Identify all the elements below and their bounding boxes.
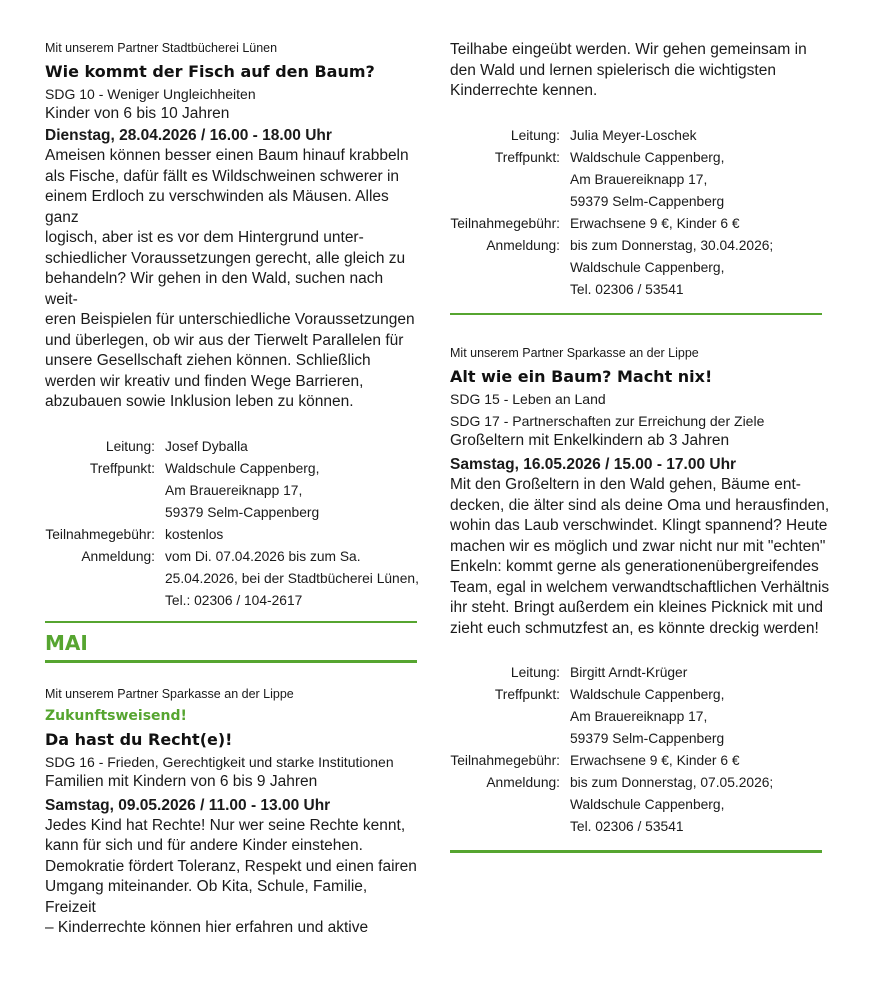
event-date: Samstag, 16.05.2026 / 15.00 - 17.00 Uhr — [450, 456, 737, 473]
info-treffpunkt: Treffpunkt: Waldschule Cappenberg, Am Brauereiknapp 17, 59379 Selm-Cappenberg — [494, 687, 725, 746]
event-title: Wie kommt der Fisch auf den Baum? — [45, 62, 375, 81]
event-sdg: SDG 10 - Weniger Ungleichheiten — [45, 86, 256, 102]
right-column — [450, 40, 830, 853]
event-date: Samstag, 09.05.2026 / 11.00 - 13.00 Uhr — [45, 796, 331, 814]
event-description: Teilhabe eingeübt werden. Wir gehen gemeinsam in den Wald und lernen spielerisch die wichtigsten Kinderrechte kennen. — [450, 41, 807, 99]
event-description: Mit den Großeltern in den Wald gehen, Bäume ent- decken, die älter sind als deine Oma und herausfinden, wohin das Laub verschwindet. Klingt spannend? Heute machen wir es möglich und zwar nicht nur mit "echten" Enkeln: kommt gerne als generationenübergreifendes Team, egal in welchem verwandtschaftlichen Verhältnis ihr steht. Bringt außerdem ein kleines Picknick mit und zieht euch schmutzfest an, es könnte dreckig werden! — [450, 476, 830, 637]
info-leitung: Leitung: Julia Meyer-Loschek — [510, 127, 697, 143]
month-heading: MAI — [45, 631, 88, 655]
event-title: Da hast du Recht(e)! — [45, 729, 233, 749]
event-audience: Großeltern mit Enkelkindern ab 3 Jahren — [450, 432, 730, 449]
event-info — [450, 662, 830, 838]
info-gebuehr: Teilnahmegebühr: Erwachsene 9 €, Kinder 6 € — [450, 753, 740, 768]
info-anmeldung: Anmeldung: bis zum Donnerstag, 30.04.2026; Waldschule Cappenberg, Tel. 02306 / 53541 — [486, 237, 774, 297]
event-description: Jedes Kind hat Rechte! Nur wer seine Rechte kennt, kann für sich und für andere Kinder einstehen. Demokratie fördert Toleranz, Respekt und einen fairen Umgang miteinander. Ob Kita, Schule, Familie, Freizeit – Kinderrechte können hier erfahren und aktive — [45, 816, 417, 936]
event-date: Dienstag, 28.04.2026 / 16.00 - 18.00 Uhr — [45, 127, 332, 144]
event-recht — [45, 686, 420, 939]
event-info — [450, 125, 830, 301]
info-gebuehr: Teilnahmegebühr: kostenlos — [45, 526, 224, 542]
divider — [450, 850, 822, 853]
info-treffpunkt: Treffpunkt: Waldschule Cappenberg, Am Brauereiknapp 17, 59379 Selm-Cappenberg — [89, 460, 320, 520]
event-alt-baum — [450, 345, 830, 838]
event-recht-continued — [450, 40, 830, 301]
event-tagline: Zukunftsweisend! — [45, 707, 187, 724]
divider — [45, 660, 417, 663]
info-anmeldung: Anmeldung: vom Di. 07.04.2026 bis zum Sa. 25.04.2026, bei der Stadtbücherei Lünen, Tel.: 02306 / 104-2617 — [81, 548, 419, 608]
event-audience: Kinder von 6 bis 10 Jahren — [45, 105, 230, 122]
info-leitung: Leitung: Josef Dyballa — [105, 438, 248, 454]
event-sdg: SDG 17 - Partnerschaften zur Erreichung der Ziele — [450, 413, 765, 429]
left-column — [45, 40, 420, 939]
event-partner: Mit unserem Partner Sparkasse an der Lippe — [45, 686, 294, 701]
info-anmeldung: Anmeldung: bis zum Donnerstag, 07.05.2026; Waldschule Cappenberg, Tel. 02306 / 53541 — [486, 775, 774, 834]
divider — [45, 621, 417, 624]
event-title: Alt wie ein Baum? Macht nix! — [450, 367, 713, 386]
event-sdg: SDG 15 - Leben an Land — [450, 391, 606, 407]
event-info — [45, 436, 420, 612]
event-fisch-baum — [45, 40, 420, 612]
info-gebuehr: Teilnahmegebühr: Erwachsene 9 €, Kinder 6 € — [450, 215, 740, 231]
info-leitung: Leitung: Birgitt Arndt-Krüger — [510, 665, 688, 680]
event-description: Ameisen können besser einen Baum hinauf krabbeln als Fische, dafür fällt es Wildschweinen schwerer in einem Erdloch zu verschwinden als Mäusen. Alles ganz logisch, aber ist es vor dem Hintergrund unter- schiedlicher Voraussetzungen gerecht, alle gleich zu behandeln? Wir gehen in den Wald, suchen nach weit- eren Beispielen für unterschiedliche Voraussetzungen und überlegen, ob wir aus der Tierwelt Parallelen für unsere Gesellschaft ziehen können. Schließlich werden wir kreativ und finden Wege Barrieren, abzubauen sowie Inklusion leben zu können. — [45, 147, 415, 410]
divider — [450, 313, 822, 316]
event-partner: Mit unserem Partner Sparkasse an der Lippe — [450, 346, 699, 360]
info-treffpunkt: Treffpunkt: Waldschule Cappenberg, Am Brauereiknapp 17, 59379 Selm-Cappenberg — [494, 149, 725, 209]
event-partner: Mit unserem Partner Stadtbücherei Lünen — [45, 41, 278, 55]
event-audience: Familien mit Kindern von 6 bis 9 Jahren — [45, 772, 318, 790]
event-sdg: SDG 16 - Frieden, Gerechtigkeit und starke Institutionen — [45, 753, 394, 770]
